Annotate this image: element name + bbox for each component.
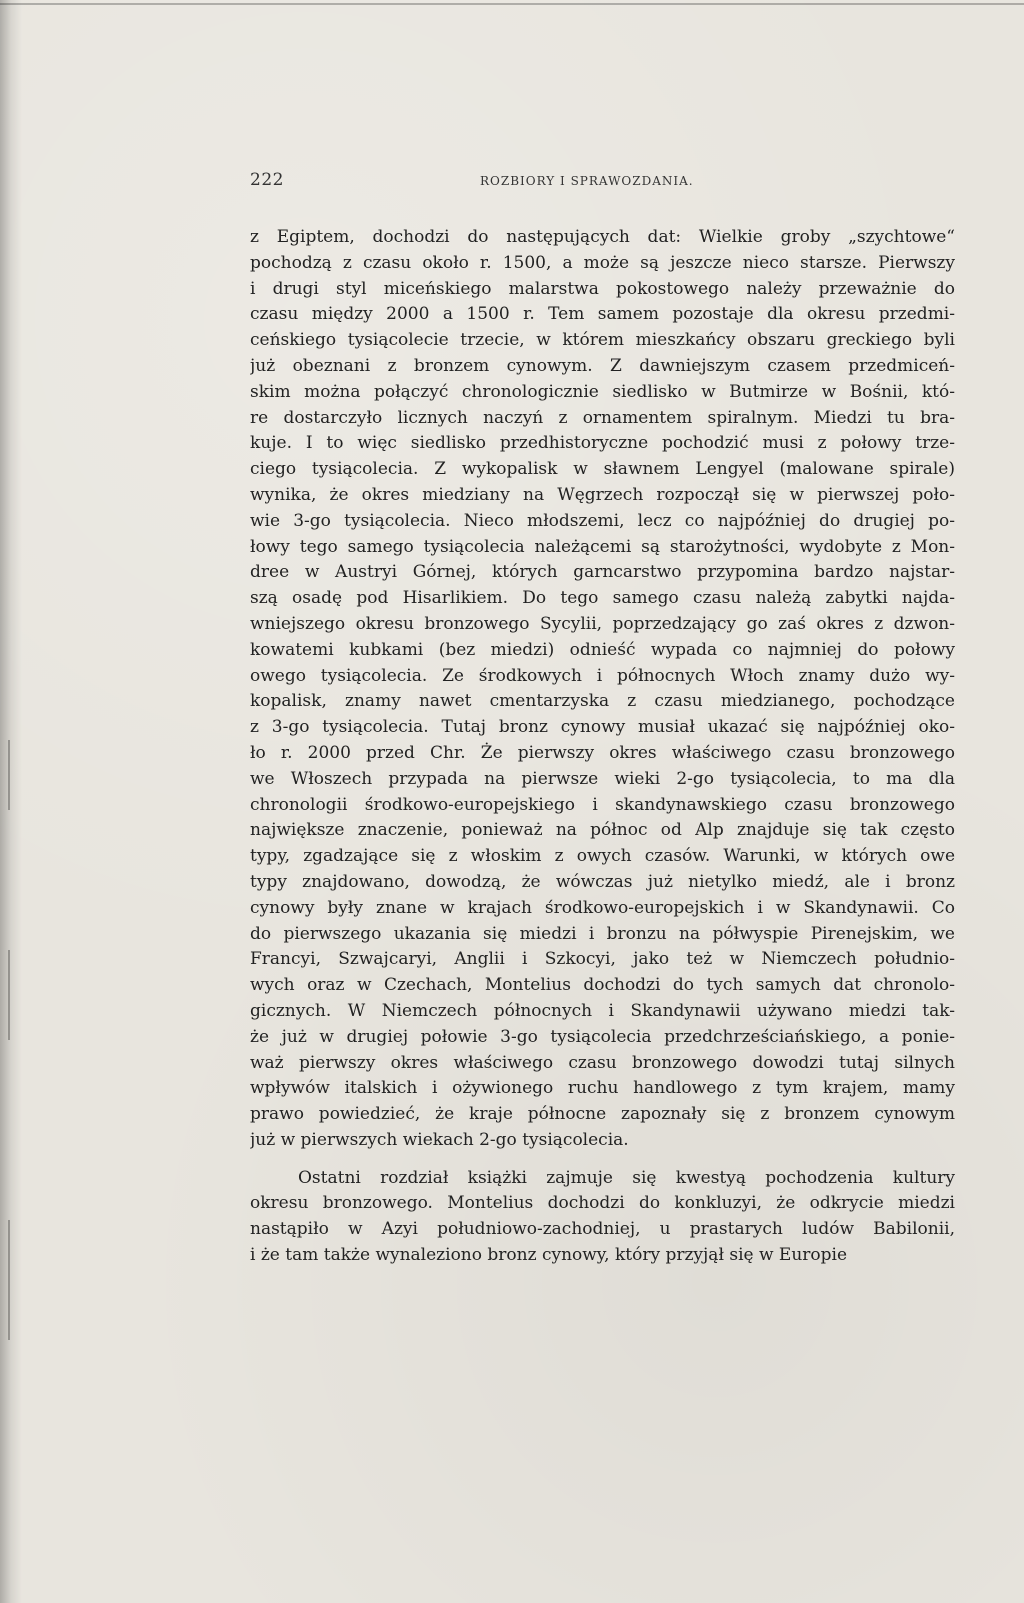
text-line: dree w Austryi Górnej, których garncarstwo przypomina bardzo najstar- [250, 562, 955, 583]
text-line: wniejszego okresu bronzowego Sycylii, poprzedzający go zaś okres z dzwon- [250, 613, 955, 634]
text-line: że już w drugiej połowie 3-go tysiącolecia przedchrześciańskiego, a ponie- [250, 1026, 955, 1047]
paragraph-2 [250, 1166, 955, 1269]
text-line: kuje. I to więc siedlisko przedhistoryczne pochodzić musi z połowy trze- [250, 433, 955, 454]
text-line: czasu między 2000 a 1500 r. Tem samem pozostaje dla okresu przedmi- [250, 304, 955, 325]
text-line: ciego tysiącolecia. Z wykopalisk w sławnem Lengyel (malowane spirale) [250, 459, 955, 480]
text-line: cynowy były znane w krajach środkowo-europejskich i w Skandynawii. Co [250, 897, 955, 918]
text-line: Ostatni rozdział książki zajmuje się kwestyą pochodzenia kultury [298, 1167, 955, 1188]
paragraph-gap [250, 1154, 955, 1166]
text-line: z Egiptem, dochodzi do następujących dat: Wielkie groby „szychtowe“ [250, 227, 955, 247]
text-line: wynika, że okres miedziany na Węgrzech rozpoczął się w pierwszej poło- [250, 484, 955, 505]
text-line: już obeznani z bronzem cynowym. Z dawniejszym czasem przedmiceń- [250, 355, 955, 376]
margin-mark [8, 1220, 10, 1340]
text-line: waż pierwszy okres właściwego czasu bronzowego dowodzi tutaj silnych [250, 1052, 955, 1073]
text-line: we Włoszech przypada na pierwsze wieki 2-go tysiącolecia, to ma dla [250, 768, 955, 789]
text-line: pochodzą z czasu około r. 1500, a może są jeszcze nieco starsze. Pierwszy [250, 252, 955, 273]
text-line: typy, zgadzające się z włoskim z owych czasów. Warunki, w których owe [250, 846, 955, 867]
text-line: z 3-go tysiącolecia. Tutaj bronz cynowy musiał ukazać się najpóźniej oko- [250, 717, 955, 738]
text-line: okresu bronzowego. Montelius dochodzi do konkluzyi, że odkrycie miedzi [250, 1193, 955, 1214]
paragraph-1 [250, 225, 955, 1154]
text-line: re dostarczyło licznych naczyń z ornamentem spiralnym. Miedzi tu bra- [250, 407, 955, 428]
margin-mark [8, 740, 10, 810]
text-line: chronologii środkowo-europejskiego i skandynawskiego czasu bronzowego [250, 794, 955, 815]
text-line: nastąpiło w Azyi południowo-zachodniej, u prastarych ludów Babilonii, [250, 1219, 955, 1240]
text-line: łowy tego samego tysiącolecia należącemi są starożytności, wydobyte z Mon- [250, 536, 955, 557]
page-top-edge [0, 3, 1024, 5]
text-line: i drugi styl miceńskiego malarstwa pokostowego należy przeważnie do [250, 278, 955, 299]
text-line: gicznych. W Niemczech północnych i Skandynawii używano miedzi tak- [250, 1000, 955, 1021]
text-line: największe znaczenie, ponieważ na północ od Alp znajduje się tak często [250, 820, 955, 841]
text-line: wych oraz w Czechach, Montelius dochodzi do tych samych dat chronolo- [250, 975, 955, 996]
margin-mark [8, 950, 10, 1040]
text-line: prawo powiedzieć, że kraje północne zapoznały się z bronzem cynowym [250, 1104, 955, 1125]
text-line: wpływów italskich i ożywionego ruchu handlowego z tym krajem, mamy [250, 1078, 955, 1099]
running-head: ROZBIORY I SPRAWOZDANIA. [480, 174, 694, 188]
page-number: 222 [250, 170, 284, 190]
body-text [250, 225, 955, 1269]
text-line: Francyi, Szwajcaryi, Anglii i Szkocyi, jako też w Niemczech południo- [250, 949, 955, 970]
text-line: do pierwszego ukazania się miedzi i bronzu na półwyspie Pirenejskim, we [250, 923, 955, 944]
text-line: skim można połączyć chronologicznie siedlisko w Butmirze w Bośnii, któ- [250, 381, 955, 402]
text-line: typy znajdowano, dowodzą, że wówczas już nietylko miedź, ale i bronz [250, 871, 955, 892]
page-header [250, 170, 950, 194]
text-line: ceńskiego tysiącolecie trzecie, w którem mieszkańcy obszaru greckiego byli [250, 330, 955, 351]
text-line: owego tysiącolecia. Ze środkowych i północnych Włoch znamy dużo wy- [250, 665, 955, 686]
text-line: ło r. 2000 przed Chr. Że pierwszy okres właściwego czasu bronzowego [250, 742, 955, 763]
text-line: wie 3-go tysiącolecia. Nieco młodszemi, lecz co najpóźniej do drugiej po- [250, 510, 955, 531]
text-line: kopalisk, znamy nawet cmentarzyska z czasu miedzianego, pochodzące [250, 691, 955, 712]
margin-marks [8, 700, 18, 1400]
text-line: już w pierwszych wiekach 2-go tysiącolecia. [250, 1129, 629, 1150]
text-line: kowatemi kubkami (bez miedzi) odnieść wypada co najmniej do połowy [250, 639, 955, 660]
text-line: i że tam także wynaleziono bronz cynowy, który przyjął się w Europie [250, 1245, 848, 1266]
text-line: szą osadę pod Hisarlikiem. Do tego samego czasu należą zabytki najda- [250, 588, 955, 609]
